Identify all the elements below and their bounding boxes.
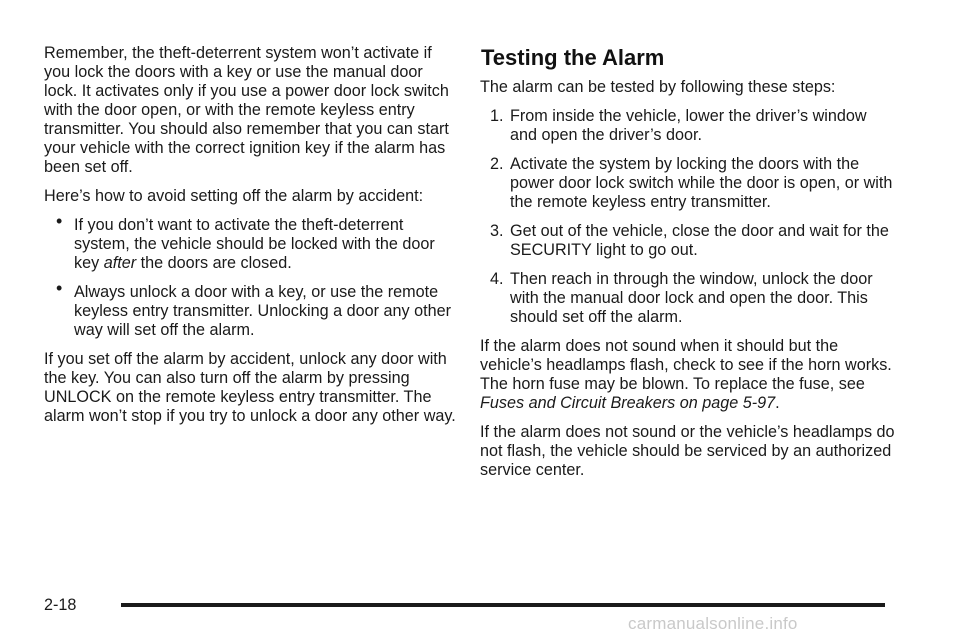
footer-divider <box>121 603 885 607</box>
page-number: 2-18 <box>44 596 77 614</box>
step-number: 4. <box>490 270 504 288</box>
fuse-paragraph: If the alarm does not sound when it should but the vehicle’s headlamps flash, check to see if the horn works. The horn fuse may be blown. To replace the fuse, see Fuses and Circuit Breakers on page 5-97. <box>480 337 892 412</box>
fuses-page-reference[interactable]: Fuses and Circuit Breakers on page 5-97 <box>480 394 776 412</box>
emphasis-text: after <box>103 254 137 272</box>
bullet-icon: • <box>56 278 63 298</box>
list-item <box>480 270 896 327</box>
bullet-icon: • <box>56 211 63 231</box>
list-item <box>480 222 896 260</box>
testing-steps-list <box>480 107 896 327</box>
step-text: Then reach in through the window, unlock the door with the manual door lock and open the door. This should set off the alarm. <box>510 270 873 326</box>
theft-deterrent-paragraph: Remember, the theft-deterrent system won’t activate if you lock the doors with a key or use the manual door lock. It activates only if you use a power door lock switch with the door open, or with the remote keyless entry transmitter. You should also remember that you can start your vehicle with the correct ignition key if the alarm has been set off. <box>44 44 449 176</box>
list-item: • If you don’t want to activate the theft-deterrent system, the vehicle should be locked with the door key after the doors are closed. <box>56 211 435 272</box>
avoid-alarm-list <box>44 211 460 340</box>
list-item <box>480 107 896 145</box>
step-number: 2. <box>490 155 504 173</box>
step-number: 1. <box>490 107 504 125</box>
step-text: Get out of the vehicle, close the door and wait for the SECURITY light to go out. <box>510 222 889 259</box>
section-title: Testing the Alarm <box>481 45 665 70</box>
watermark: carmanualsonline.info <box>628 614 798 633</box>
avoid-alarm-intro: Here’s how to avoid setting off the alarm by accident: <box>44 187 424 205</box>
service-paragraph: If the alarm does not sound or the vehicle’s headlamps do not flash, the vehicle should be serviced by an authorized service center. <box>480 423 895 479</box>
testing-intro: The alarm can be tested by following these steps: <box>480 78 836 96</box>
left-column <box>44 44 460 436</box>
right-column <box>480 47 896 490</box>
step-text: Activate the system by locking the doors with the power door lock switch while the door is open, or with the remote keyless entry transmitter. <box>510 155 893 211</box>
list-item: • Always unlock a door with a key, or use the remote keyless entry transmitter. Unlocking a door any other way will set off the alarm. <box>56 278 451 339</box>
step-number: 3. <box>490 222 504 240</box>
alarm-accident-paragraph: If you set off the alarm by accident, unlock any door with the key. You can also turn off the alarm by pressing UNLOCK on the remote keyless entry transmitter. The alarm won’t stop if you try to unlock a door any other way. <box>44 350 456 425</box>
list-item <box>480 155 896 212</box>
step-text: From inside the vehicle, lower the driver’s window and open the driver’s door. <box>510 107 867 144</box>
